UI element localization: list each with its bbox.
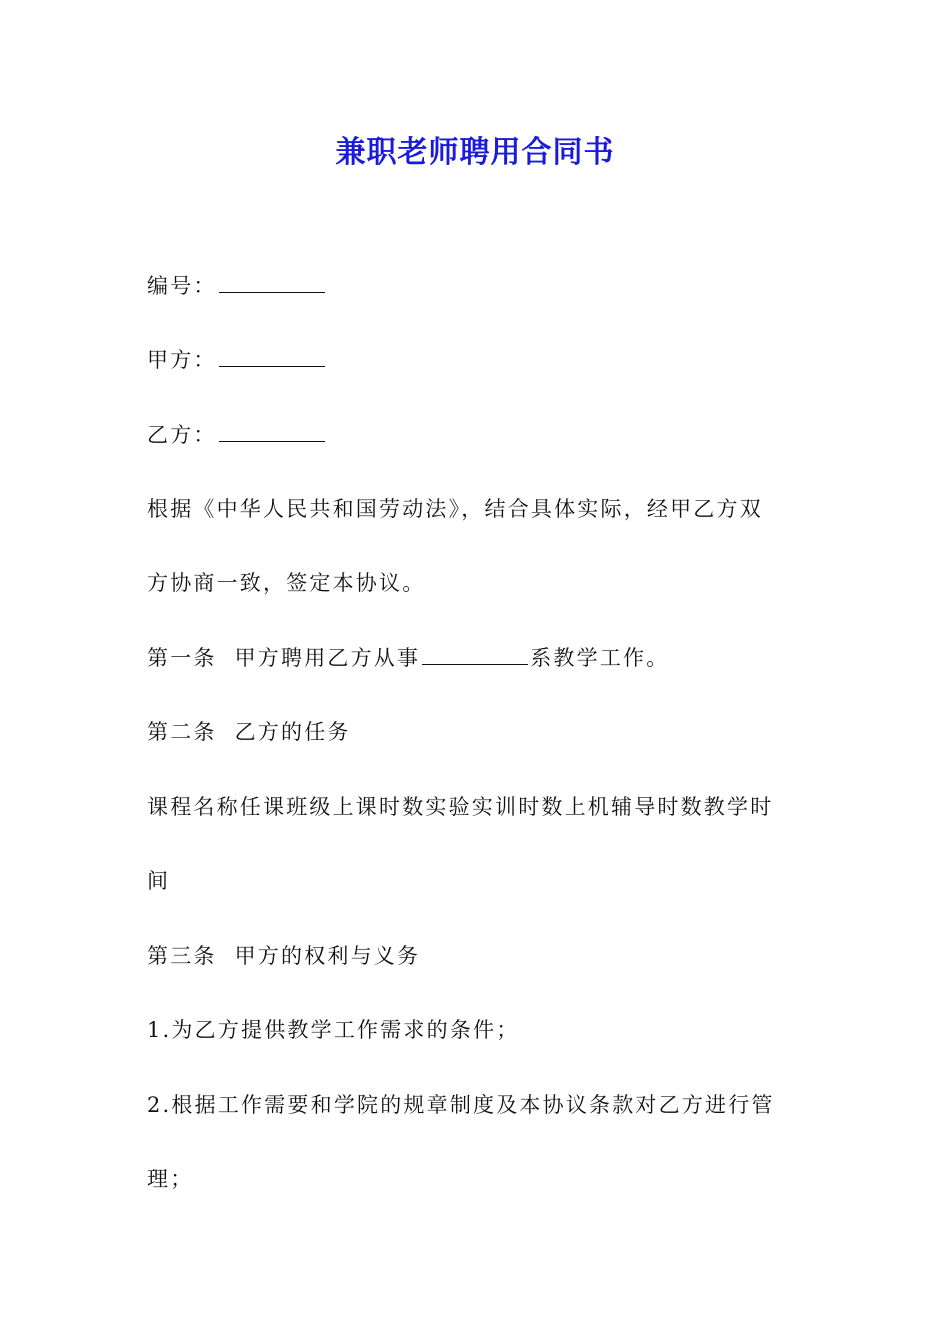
party-b-field [147,417,817,453]
article-1-text-before: 甲方聘用乙方从事 [234,646,421,670]
party-b-label: 乙方： [147,423,217,447]
number-label: 编号： [147,274,217,298]
article-2-table-line-1: 课程名称任课班级上课时数实验实训时数上机辅导时数教学时 [147,795,774,819]
article-2-number: 第二条 [147,720,217,744]
article-2-table-line-2: 间 [147,869,171,893]
preamble-line-2: 方协商一致，签定本协议。 [147,571,426,595]
article-2-title: 乙方的任务 [234,720,351,744]
article-1-blank [422,646,528,665]
number-field [147,268,817,304]
article-2-heading [147,714,817,750]
article-3-title: 甲方的权利与义务 [234,944,421,968]
article-1 [147,640,817,676]
article-3-number: 第三条 [147,944,217,968]
number-blank [219,274,325,293]
article-3-heading [147,938,817,974]
article-3-item-2-line-1: 2.根据工作需要和学院的规章制度及本协议条款对乙方进行管 [147,1093,775,1117]
party-b-blank [219,423,325,442]
article-3-item-2-line-2: 理； [147,1167,194,1191]
party-a-label: 甲方： [147,348,217,372]
article-1-number: 第一条 [147,646,217,670]
preamble-line-1: 根据《中华人民共和国劳动法》，结合具体实际，经甲乙方双 [147,497,763,521]
party-a-field [147,342,817,378]
article-3-item-1: 1.为乙方提供教学工作需求的条件； [147,1018,520,1042]
party-a-blank [219,348,325,367]
article-1-text-after: 系教学工作。 [530,646,670,670]
document-title: 兼职老师聘用合同书 [335,135,615,170]
